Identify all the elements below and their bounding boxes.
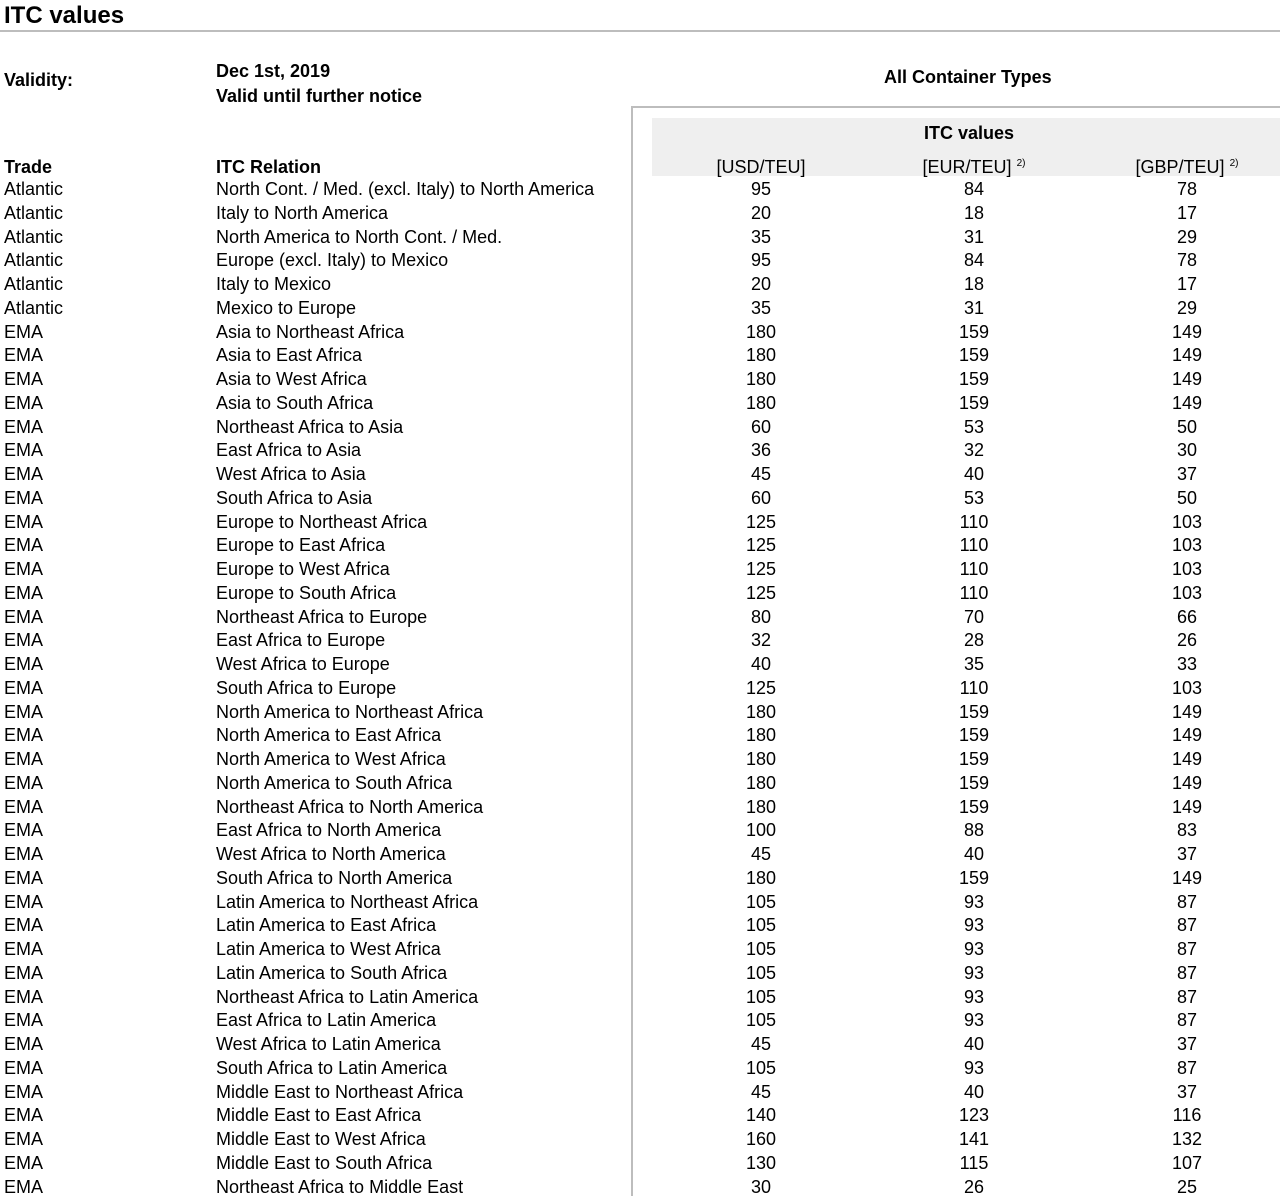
gbp-value-cell: 132 <box>1087 1128 1280 1152</box>
table-row <box>0 606 1280 630</box>
relation-cell: Europe to East Africa <box>216 534 385 558</box>
table-row <box>0 891 1280 915</box>
table-row <box>0 463 1280 487</box>
gbp-value-cell: 116 <box>1087 1104 1280 1128</box>
trade-cell: EMA <box>4 938 43 962</box>
usd-value-cell: 35 <box>661 297 861 321</box>
usd-value-cell: 105 <box>661 938 861 962</box>
relation-cell: South Africa to North America <box>216 867 452 891</box>
eur-value-cell: 110 <box>874 511 1074 535</box>
table-row <box>0 629 1280 653</box>
table-row <box>0 297 1280 321</box>
eur-value-cell: 31 <box>874 226 1074 250</box>
usd-value-cell: 60 <box>661 487 861 511</box>
usd-value-cell: 125 <box>661 558 861 582</box>
usd-value-cell: 45 <box>661 1081 861 1105</box>
trade-cell: EMA <box>4 843 43 867</box>
table-row <box>0 772 1280 796</box>
relation-cell: East Africa to North America <box>216 819 441 843</box>
trade-cell: EMA <box>4 606 43 630</box>
table-row <box>0 582 1280 606</box>
usd-value-cell: 40 <box>661 653 861 677</box>
table-row <box>0 677 1280 701</box>
relation-cell: Europe (excl. Italy) to Mexico <box>216 249 448 273</box>
table-row <box>0 487 1280 511</box>
gbp-value-cell: 87 <box>1087 891 1280 915</box>
eur-value-cell: 141 <box>874 1128 1074 1152</box>
table-row <box>0 724 1280 748</box>
eur-value-cell: 18 <box>874 273 1074 297</box>
relation-column-header: ITC Relation <box>216 157 321 178</box>
gbp-value-cell: 25 <box>1087 1176 1280 1199</box>
trade-cell: EMA <box>4 582 43 606</box>
eur-value-cell: 31 <box>874 297 1074 321</box>
trade-cell: EMA <box>4 1128 43 1152</box>
eur-value-cell: 93 <box>874 891 1074 915</box>
gbp-value-cell: 29 <box>1087 297 1280 321</box>
relation-cell: West Africa to Europe <box>216 653 390 677</box>
eur-value-cell: 159 <box>874 724 1074 748</box>
gbp-value-cell: 107 <box>1087 1152 1280 1176</box>
relation-cell: North Cont. / Med. (excl. Italy) to North America <box>216 178 594 202</box>
usd-value-cell: 125 <box>661 677 861 701</box>
eur-value-cell: 159 <box>874 772 1074 796</box>
trade-cell: EMA <box>4 629 43 653</box>
gbp-value-cell: 149 <box>1087 724 1280 748</box>
gbp-value-cell: 29 <box>1087 226 1280 250</box>
eur-value-cell: 159 <box>874 748 1074 772</box>
relation-cell: North America to Northeast Africa <box>216 701 483 725</box>
table-row <box>0 392 1280 416</box>
gbp-value-cell: 103 <box>1087 677 1280 701</box>
trade-cell: EMA <box>4 677 43 701</box>
table-row <box>0 1081 1280 1105</box>
gbp-value-cell: 87 <box>1087 1009 1280 1033</box>
usd-value-cell: 105 <box>661 1009 861 1033</box>
usd-unit-label: [USD/TEU] <box>716 157 805 177</box>
relation-cell: West Africa to Latin America <box>216 1033 441 1057</box>
eur-value-cell: 40 <box>874 843 1074 867</box>
table-row <box>0 1033 1280 1057</box>
relation-cell: South Africa to Europe <box>216 677 396 701</box>
gbp-value-cell: 17 <box>1087 202 1280 226</box>
eur-value-cell: 40 <box>874 1033 1074 1057</box>
usd-value-cell: 180 <box>661 321 861 345</box>
relation-cell: Northeast Africa to Latin America <box>216 986 478 1010</box>
relation-cell: Asia to Northeast Africa <box>216 321 404 345</box>
gbp-value-cell: 33 <box>1087 653 1280 677</box>
itc-table-body <box>0 178 1280 1199</box>
eur-value-cell: 159 <box>874 321 1074 345</box>
usd-column-header <box>661 157 861 178</box>
usd-value-cell: 180 <box>661 748 861 772</box>
table-row <box>0 843 1280 867</box>
relation-cell: West Africa to North America <box>216 843 446 867</box>
eur-value-cell: 26 <box>874 1176 1074 1199</box>
eur-value-cell: 93 <box>874 938 1074 962</box>
eur-value-cell: 32 <box>874 439 1074 463</box>
relation-cell: East Africa to Latin America <box>216 1009 436 1033</box>
gbp-value-cell: 149 <box>1087 368 1280 392</box>
table-row <box>0 1057 1280 1081</box>
eur-value-cell: 28 <box>874 629 1074 653</box>
gbp-value-cell: 149 <box>1087 344 1280 368</box>
gbp-value-cell: 149 <box>1087 796 1280 820</box>
gbp-value-cell: 103 <box>1087 534 1280 558</box>
page-title: ITC values <box>4 2 124 30</box>
eur-value-cell: 70 <box>874 606 1074 630</box>
table-row <box>0 819 1280 843</box>
trade-cell: EMA <box>4 1176 43 1199</box>
eur-value-cell: 93 <box>874 962 1074 986</box>
usd-value-cell: 125 <box>661 582 861 606</box>
gbp-value-cell: 87 <box>1087 962 1280 986</box>
eur-value-cell: 123 <box>874 1104 1074 1128</box>
usd-value-cell: 105 <box>661 962 861 986</box>
trade-cell: EMA <box>4 772 43 796</box>
eur-value-cell: 88 <box>874 819 1074 843</box>
usd-value-cell: 125 <box>661 511 861 535</box>
trade-cell: EMA <box>4 487 43 511</box>
usd-value-cell: 180 <box>661 772 861 796</box>
usd-value-cell: 180 <box>661 867 861 891</box>
usd-value-cell: 105 <box>661 914 861 938</box>
title-divider <box>0 30 1280 32</box>
table-row <box>0 867 1280 891</box>
validity-label: Validity: <box>4 70 73 91</box>
usd-value-cell: 45 <box>661 463 861 487</box>
table-row <box>0 178 1280 202</box>
trade-cell: EMA <box>4 558 43 582</box>
trade-cell: EMA <box>4 1009 43 1033</box>
relation-cell: Northeast Africa to Asia <box>216 416 403 440</box>
gbp-value-cell: 103 <box>1087 558 1280 582</box>
trade-cell: Atlantic <box>4 202 63 226</box>
gbp-value-cell: 149 <box>1087 867 1280 891</box>
eur-value-cell: 53 <box>874 487 1074 511</box>
table-row <box>0 202 1280 226</box>
gbp-value-cell: 103 <box>1087 511 1280 535</box>
gbp-value-cell: 149 <box>1087 321 1280 345</box>
eur-value-cell: 159 <box>874 392 1074 416</box>
usd-value-cell: 20 <box>661 202 861 226</box>
gbp-value-cell: 50 <box>1087 487 1280 511</box>
table-row <box>0 1104 1280 1128</box>
relation-cell: Asia to South Africa <box>216 392 373 416</box>
table-row <box>0 321 1280 345</box>
trade-cell: EMA <box>4 819 43 843</box>
trade-cell: EMA <box>4 724 43 748</box>
eur-value-cell: 18 <box>874 202 1074 226</box>
relation-cell: Europe to West Africa <box>216 558 390 582</box>
relation-cell: South Africa to Asia <box>216 487 372 511</box>
usd-value-cell: 180 <box>661 796 861 820</box>
table-row <box>0 914 1280 938</box>
table-row <box>0 534 1280 558</box>
relation-cell: Mexico to Europe <box>216 297 356 321</box>
eur-value-cell: 110 <box>874 677 1074 701</box>
table-row <box>0 1009 1280 1033</box>
gbp-value-cell: 26 <box>1087 629 1280 653</box>
trade-cell: EMA <box>4 321 43 345</box>
relation-cell: East Africa to Europe <box>216 629 385 653</box>
gbp-value-cell: 149 <box>1087 748 1280 772</box>
trade-cell: EMA <box>4 962 43 986</box>
relation-cell: West Africa to Asia <box>216 463 366 487</box>
table-row <box>0 748 1280 772</box>
values-panel-top-border <box>631 106 1280 108</box>
usd-value-cell: 105 <box>661 1057 861 1081</box>
table-row <box>0 368 1280 392</box>
relation-cell: North America to South Africa <box>216 772 452 796</box>
relation-cell: Europe to Northeast Africa <box>216 511 427 535</box>
trade-cell: Atlantic <box>4 297 63 321</box>
usd-value-cell: 80 <box>661 606 861 630</box>
relation-cell: Middle East to East Africa <box>216 1104 421 1128</box>
itc-values-group-header: ITC values <box>924 123 1014 144</box>
relation-cell: North America to North Cont. / Med. <box>216 226 502 250</box>
eur-value-cell: 93 <box>874 914 1074 938</box>
eur-column-header <box>874 157 1074 178</box>
relation-cell: Latin America to East Africa <box>216 914 436 938</box>
gbp-value-cell: 149 <box>1087 392 1280 416</box>
table-row <box>0 962 1280 986</box>
eur-footnote-marker: 2) <box>1017 158 1026 169</box>
trade-cell: EMA <box>4 416 43 440</box>
eur-value-cell: 40 <box>874 463 1074 487</box>
relation-cell: Italy to Mexico <box>216 273 331 297</box>
relation-cell: Northeast Africa to Europe <box>216 606 427 630</box>
gbp-value-cell: 30 <box>1087 439 1280 463</box>
table-row <box>0 226 1280 250</box>
relation-cell: Latin America to Northeast Africa <box>216 891 478 915</box>
usd-value-cell: 180 <box>661 368 861 392</box>
gbp-value-cell: 149 <box>1087 701 1280 725</box>
usd-value-cell: 45 <box>661 843 861 867</box>
trade-cell: EMA <box>4 344 43 368</box>
trade-cell: EMA <box>4 1152 43 1176</box>
table-row <box>0 511 1280 535</box>
trade-cell: Atlantic <box>4 249 63 273</box>
gbp-footnote-marker: 2) <box>1230 158 1239 169</box>
table-row <box>0 1128 1280 1152</box>
eur-value-cell: 84 <box>874 249 1074 273</box>
usd-value-cell: 60 <box>661 416 861 440</box>
usd-value-cell: 36 <box>661 439 861 463</box>
table-row <box>0 558 1280 582</box>
relation-cell: Latin America to South Africa <box>216 962 447 986</box>
relation-cell: Italy to North America <box>216 202 388 226</box>
gbp-value-cell: 87 <box>1087 938 1280 962</box>
table-row <box>0 796 1280 820</box>
trade-cell: EMA <box>4 867 43 891</box>
gbp-value-cell: 87 <box>1087 986 1280 1010</box>
gbp-value-cell: 87 <box>1087 914 1280 938</box>
trade-cell: EMA <box>4 1033 43 1057</box>
usd-value-cell: 105 <box>661 986 861 1010</box>
relation-cell: Middle East to Northeast Africa <box>216 1081 463 1105</box>
table-row <box>0 416 1280 440</box>
gbp-value-cell: 103 <box>1087 582 1280 606</box>
usd-value-cell: 105 <box>661 891 861 915</box>
usd-value-cell: 125 <box>661 534 861 558</box>
relation-cell: East Africa to Asia <box>216 439 361 463</box>
gbp-value-cell: 37 <box>1087 843 1280 867</box>
gbp-value-cell: 37 <box>1087 1081 1280 1105</box>
trade-cell: EMA <box>4 701 43 725</box>
table-row <box>0 439 1280 463</box>
usd-value-cell: 140 <box>661 1104 861 1128</box>
usd-value-cell: 180 <box>661 701 861 725</box>
validity-date: Dec 1st, 2019 <box>216 61 330 82</box>
trade-cell: EMA <box>4 1104 43 1128</box>
trade-cell: EMA <box>4 748 43 772</box>
usd-value-cell: 30 <box>661 1176 861 1199</box>
usd-value-cell: 180 <box>661 344 861 368</box>
gbp-value-cell: 78 <box>1087 249 1280 273</box>
table-row <box>0 344 1280 368</box>
usd-value-cell: 180 <box>661 724 861 748</box>
gbp-value-cell: 87 <box>1087 1057 1280 1081</box>
table-row <box>0 938 1280 962</box>
trade-cell: EMA <box>4 1081 43 1105</box>
gbp-value-cell: 83 <box>1087 819 1280 843</box>
table-row <box>0 1176 1280 1199</box>
gbp-value-cell: 17 <box>1087 273 1280 297</box>
relation-cell: North America to West Africa <box>216 748 446 772</box>
trade-cell: EMA <box>4 653 43 677</box>
relation-cell: Asia to West Africa <box>216 368 367 392</box>
gbp-value-cell: 78 <box>1087 178 1280 202</box>
table-row <box>0 1152 1280 1176</box>
relation-cell: Europe to South Africa <box>216 582 396 606</box>
table-row <box>0 701 1280 725</box>
trade-cell: EMA <box>4 368 43 392</box>
relation-cell: North America to East Africa <box>216 724 441 748</box>
relation-cell: South Africa to Latin America <box>216 1057 447 1081</box>
usd-value-cell: 95 <box>661 178 861 202</box>
trade-cell: Atlantic <box>4 226 63 250</box>
gbp-value-cell: 149 <box>1087 772 1280 796</box>
eur-unit-label: [EUR/TEU] <box>923 157 1012 177</box>
eur-value-cell: 159 <box>874 867 1074 891</box>
usd-value-cell: 20 <box>661 273 861 297</box>
trade-cell: EMA <box>4 796 43 820</box>
trade-cell: EMA <box>4 914 43 938</box>
eur-value-cell: 84 <box>874 178 1074 202</box>
gbp-unit-label: [GBP/TEU] <box>1136 157 1225 177</box>
eur-value-cell: 115 <box>874 1152 1074 1176</box>
usd-value-cell: 45 <box>661 1033 861 1057</box>
gbp-value-cell: 37 <box>1087 463 1280 487</box>
table-row <box>0 986 1280 1010</box>
usd-value-cell: 100 <box>661 819 861 843</box>
eur-value-cell: 159 <box>874 701 1074 725</box>
eur-value-cell: 110 <box>874 534 1074 558</box>
relation-cell: Asia to East Africa <box>216 344 362 368</box>
trade-cell: EMA <box>4 511 43 535</box>
usd-value-cell: 180 <box>661 392 861 416</box>
trade-column-header: Trade <box>4 157 52 178</box>
table-row <box>0 249 1280 273</box>
eur-value-cell: 35 <box>874 653 1074 677</box>
eur-value-cell: 159 <box>874 796 1074 820</box>
table-row <box>0 653 1280 677</box>
trade-cell: EMA <box>4 986 43 1010</box>
eur-value-cell: 110 <box>874 582 1074 606</box>
eur-value-cell: 53 <box>874 416 1074 440</box>
trade-cell: Atlantic <box>4 178 63 202</box>
trade-cell: EMA <box>4 1057 43 1081</box>
gbp-value-cell: 50 <box>1087 416 1280 440</box>
relation-cell: Middle East to West Africa <box>216 1128 426 1152</box>
relation-cell: Northeast Africa to North America <box>216 796 483 820</box>
container-types-label: All Container Types <box>884 67 1052 88</box>
gbp-value-cell: 66 <box>1087 606 1280 630</box>
eur-value-cell: 93 <box>874 986 1074 1010</box>
trade-cell: EMA <box>4 891 43 915</box>
gbp-value-cell: 37 <box>1087 1033 1280 1057</box>
usd-value-cell: 130 <box>661 1152 861 1176</box>
eur-value-cell: 40 <box>874 1081 1074 1105</box>
trade-cell: EMA <box>4 439 43 463</box>
eur-value-cell: 93 <box>874 1009 1074 1033</box>
eur-value-cell: 159 <box>874 368 1074 392</box>
usd-value-cell: 160 <box>661 1128 861 1152</box>
table-row <box>0 273 1280 297</box>
trade-cell: EMA <box>4 392 43 416</box>
usd-value-cell: 32 <box>661 629 861 653</box>
trade-cell: Atlantic <box>4 273 63 297</box>
relation-cell: Middle East to South Africa <box>216 1152 432 1176</box>
relation-cell: Latin America to West Africa <box>216 938 441 962</box>
relation-cell: Northeast Africa to Middle East <box>216 1176 463 1199</box>
validity-note: Valid until further notice <box>216 86 422 107</box>
eur-value-cell: 159 <box>874 344 1074 368</box>
trade-cell: EMA <box>4 534 43 558</box>
usd-value-cell: 95 <box>661 249 861 273</box>
usd-value-cell: 35 <box>661 226 861 250</box>
gbp-column-header <box>1087 157 1280 178</box>
eur-value-cell: 93 <box>874 1057 1074 1081</box>
trade-cell: EMA <box>4 463 43 487</box>
eur-value-cell: 110 <box>874 558 1074 582</box>
